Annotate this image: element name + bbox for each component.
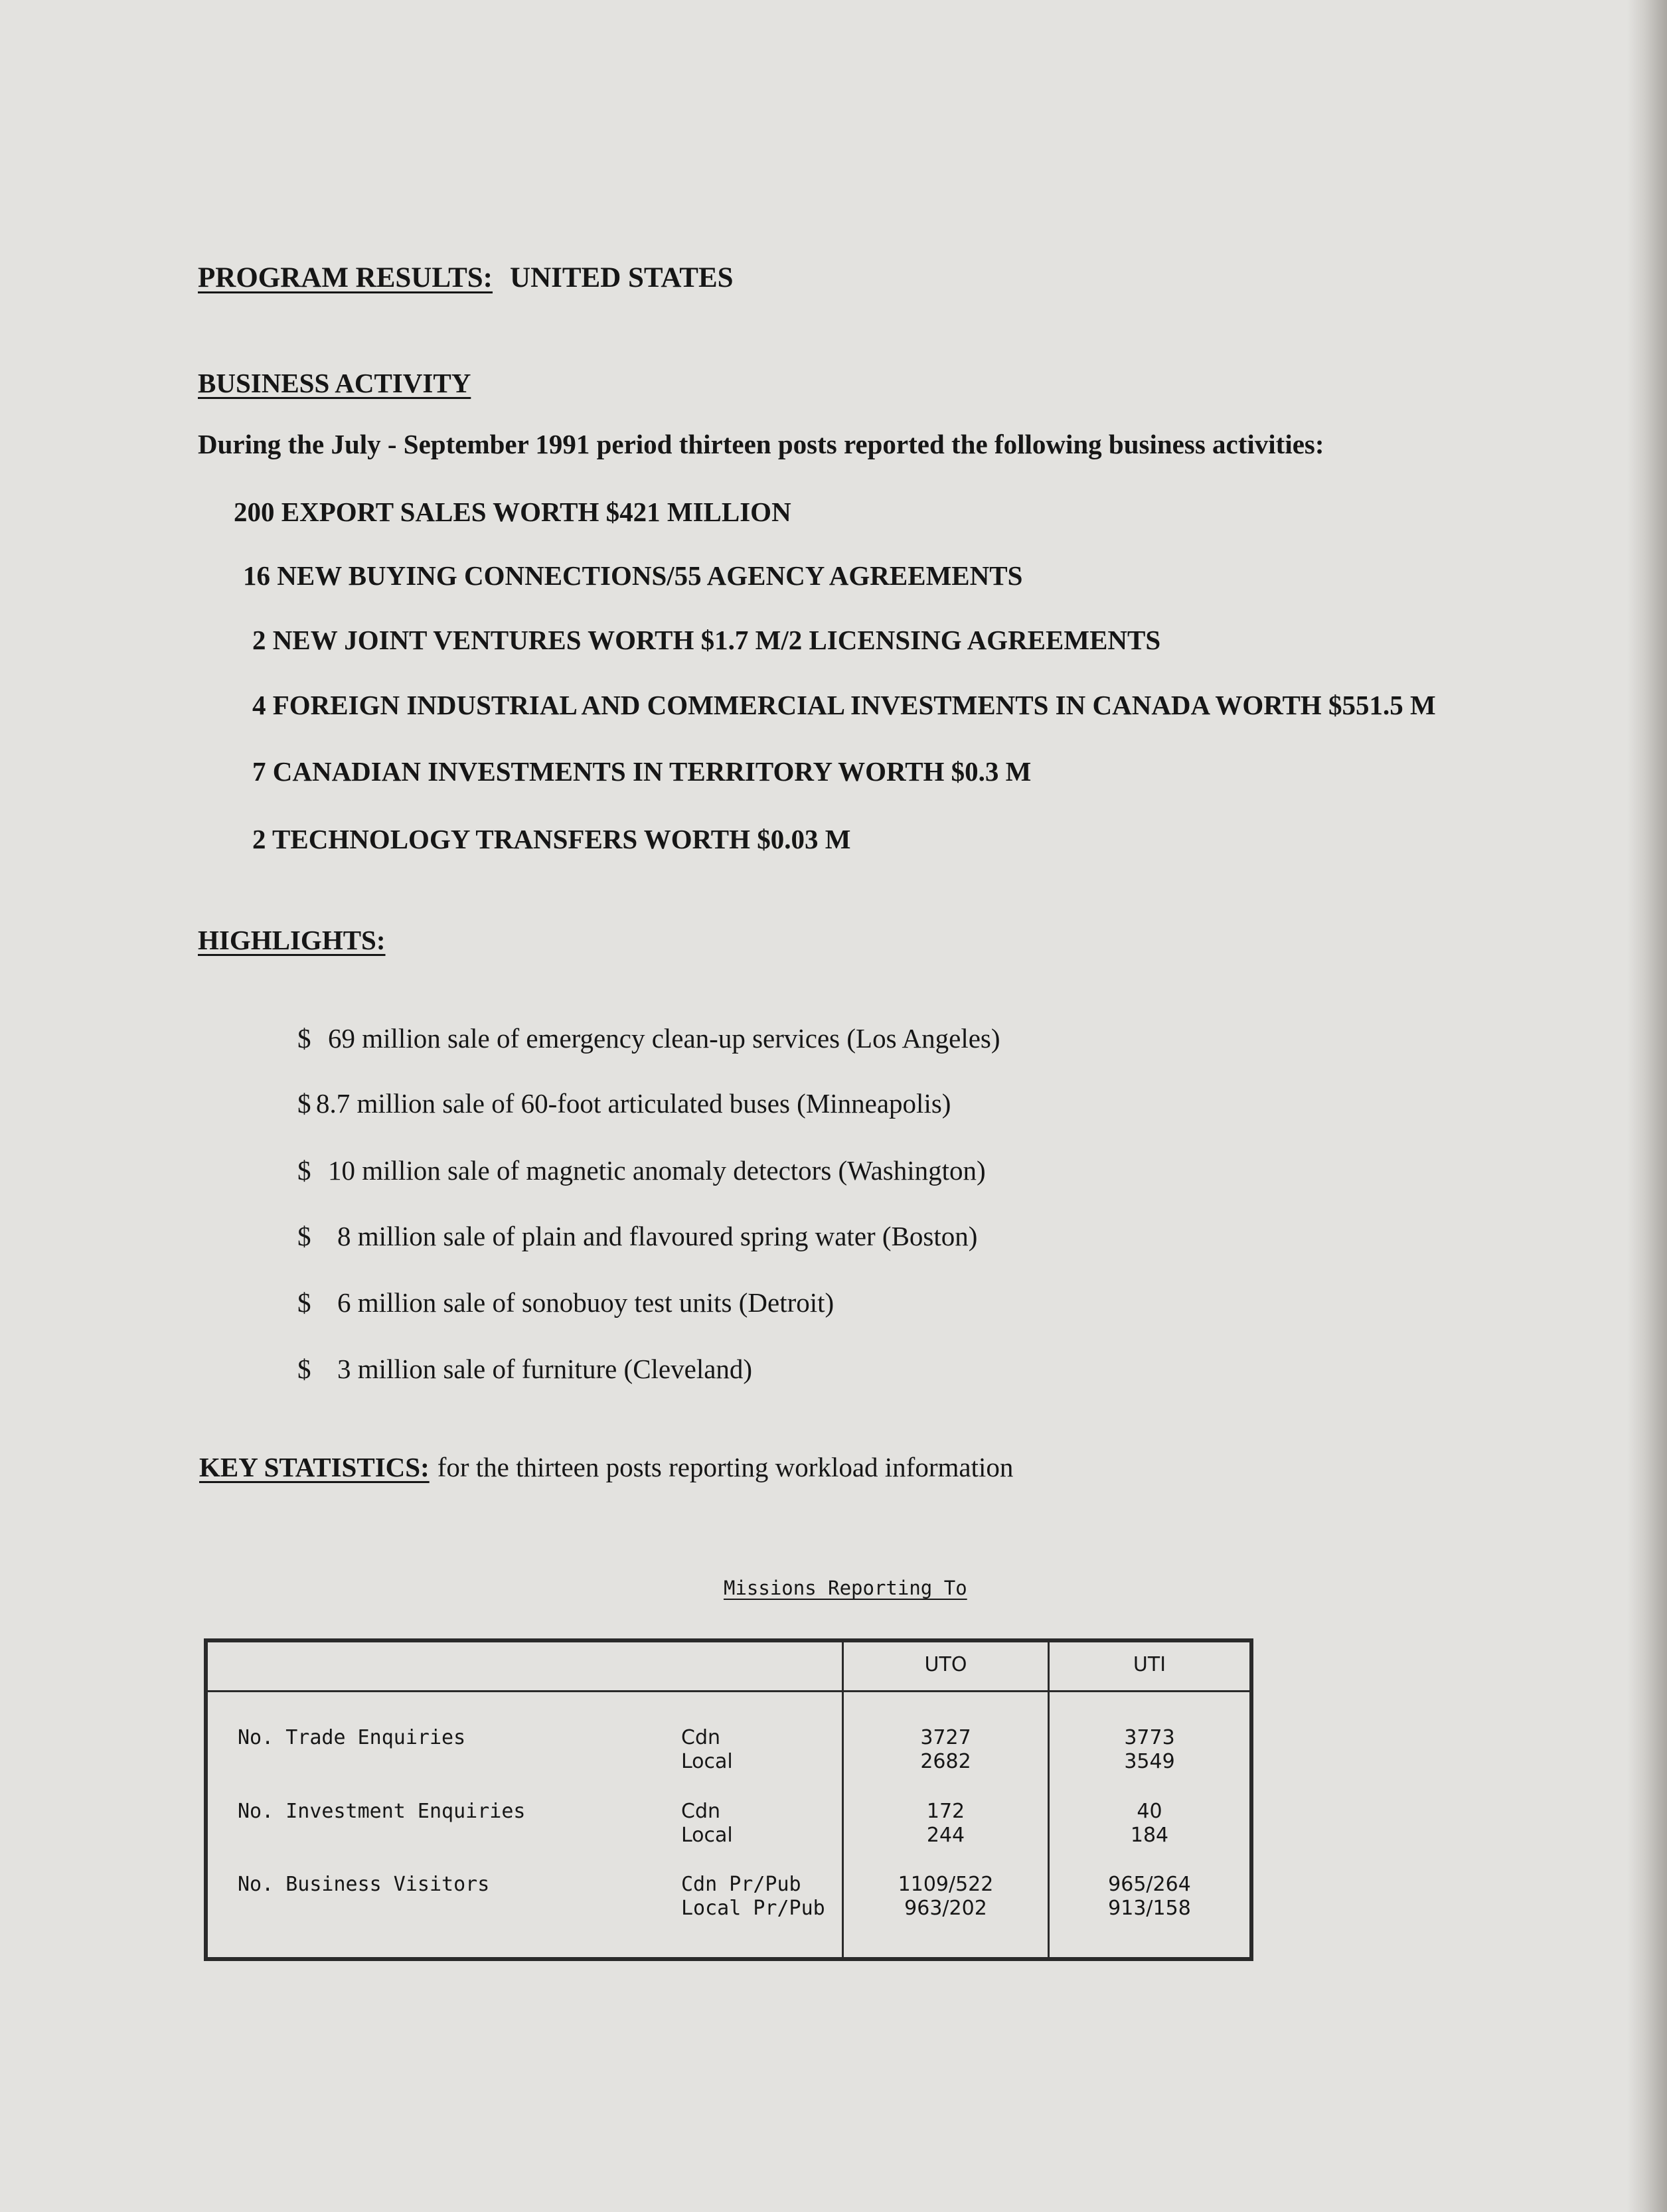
uto-value: 244 [926, 1824, 965, 1847]
highlight-item [297, 1220, 977, 1252]
uto-value: 3727 [920, 1726, 971, 1749]
key-statistics-line [199, 1451, 1013, 1483]
row-label: No. Investment Enquiries [238, 1800, 526, 1823]
activity-item: 7 CANADIAN INVESTMENTS IN TERRITORY WORTH $0.3 M [252, 756, 1032, 787]
highlights-heading: HIGHLIGHTS: [198, 925, 386, 955]
dollar-symbol: $ [297, 1155, 311, 1186]
title-value: UNITED STATES [510, 262, 734, 293]
statistics-table [204, 1638, 1253, 1961]
dollar-symbol: $ [297, 1088, 311, 1119]
uto-value: 963/202 [904, 1897, 987, 1920]
row-type: Cdn [681, 1726, 721, 1749]
uti-value: 3549 [1124, 1750, 1175, 1773]
business-activity-intro: During the July - September 1991 period thirteen posts reported the following business activities: [198, 429, 1324, 459]
row-type: Cdn [681, 1800, 721, 1823]
highlight-text: 3 million sale of furniture (Cleveland) [337, 1354, 753, 1384]
uti-value: 3773 [1124, 1726, 1175, 1749]
highlight-item [297, 1353, 752, 1385]
row-type: Cdn Pr/Pub [681, 1873, 801, 1896]
highlight-text: 8 million sale of plain and flavoured spring water (Boston) [337, 1221, 978, 1251]
highlight-text: 69 million sale of emergency clean-up services (Los Angeles) [328, 1023, 1000, 1054]
highlight-text: 8.7 million sale of 60-foot articulated buses (Minneapolis) [316, 1088, 951, 1119]
activity-item: 4 FOREIGN INDUSTRIAL AND COMMERCIAL INVESTMENTS IN CANADA WORTH $551.5 M [252, 690, 1436, 720]
activity-item: 200 EXPORT SALES WORTH $421 MILLION [234, 497, 791, 527]
uti-value: 965/264 [1108, 1873, 1191, 1896]
page-title [198, 262, 734, 294]
uti-value: 184 [1130, 1824, 1169, 1847]
column-header-uti: UTI [1133, 1653, 1166, 1676]
activity-item: 16 NEW BUYING CONNECTIONS/55 AGENCY AGREEMENTS [243, 560, 1023, 591]
page-edge-shadow [1627, 0, 1667, 2212]
uto-value: 172 [926, 1800, 965, 1823]
uto-value: 1109/522 [898, 1873, 994, 1896]
highlight-text: 10 million sale of magnetic anomaly detectors (Washington) [328, 1155, 986, 1186]
activity-item: 2 TECHNOLOGY TRANSFERS WORTH $0.03 M [252, 824, 851, 854]
row-type: Local [681, 1824, 733, 1847]
activity-item: 2 NEW JOINT VENTURES WORTH $1.7 M/2 LICENSING AGREEMENTS [252, 625, 1161, 655]
highlight-item [297, 1087, 951, 1119]
column-header-uto: UTO [924, 1653, 967, 1676]
highlight-item [297, 1154, 986, 1186]
dollar-symbol: $ [297, 1023, 311, 1054]
uti-value: 40 [1137, 1800, 1162, 1823]
dollar-symbol: $ [297, 1354, 311, 1384]
row-type: Local [681, 1750, 733, 1773]
row-label: No. Business Visitors [238, 1873, 490, 1896]
dollar-symbol: $ [297, 1287, 311, 1318]
highlight-item [297, 1287, 834, 1318]
title-label: PROGRAM RESULTS: [198, 262, 493, 293]
key-statistics-text: for the thirteen posts reporting workload information [437, 1452, 1014, 1482]
table-caption: Missions Reporting To [724, 1577, 967, 1599]
highlight-item [297, 1022, 1000, 1054]
row-label: No. Trade Enquiries [238, 1726, 466, 1749]
business-activity-heading: BUSINESS ACTIVITY [198, 368, 471, 398]
header-divider [208, 1690, 1249, 1692]
highlight-text: 6 million sale of sonobuoy test units (Detroit) [337, 1287, 834, 1318]
uti-value: 913/158 [1108, 1897, 1191, 1920]
dollar-symbol: $ [297, 1221, 311, 1251]
key-statistics-label: KEY STATISTICS: [199, 1452, 430, 1482]
uto-value: 2682 [920, 1750, 971, 1773]
row-type: Local Pr/Pub [681, 1897, 825, 1920]
